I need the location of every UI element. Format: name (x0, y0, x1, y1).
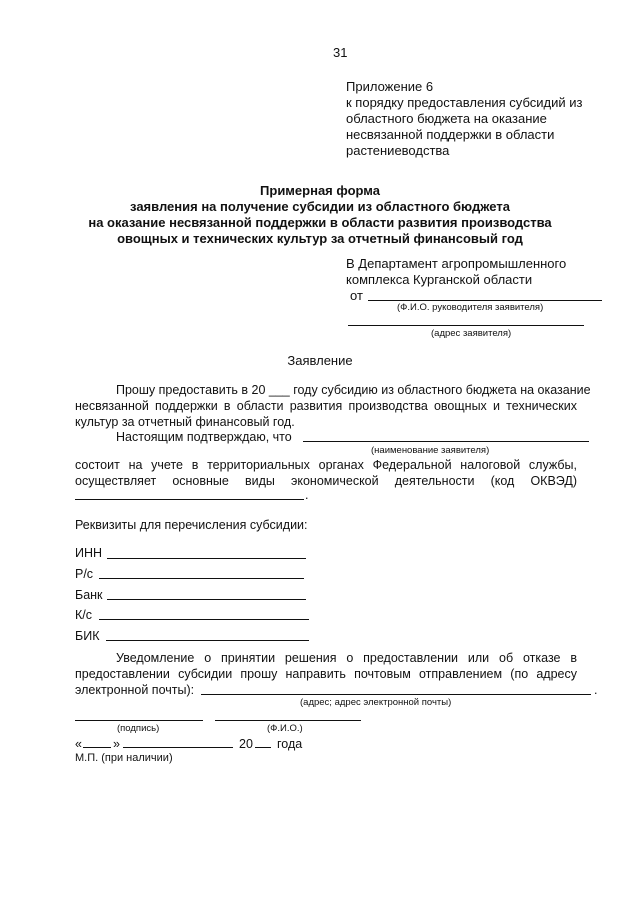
notification-line: электронной почты): (75, 683, 195, 697)
applicant-name-caption: (наименование заявителя) (371, 445, 490, 456)
body-line: состоит на учете в территориальных органах Федеральной налоговой службы, (75, 458, 577, 472)
signature-field[interactable] (75, 720, 203, 721)
addressee-line: В Департамент агропромышленного (346, 256, 567, 271)
date-year-field[interactable] (255, 747, 271, 748)
body-line: культур за отчетный финансовый год. (75, 415, 295, 429)
date-close-quote: » (113, 737, 120, 751)
date-open-quote: « (75, 737, 82, 751)
notification-line: предоставлении субсидии прошу направить почтовым отправлением (по адресу (75, 667, 577, 681)
body-line: Настоящим подтверждаю, что (116, 430, 292, 444)
inn-label: ИНН (75, 546, 103, 560)
bank-label: Банк (75, 588, 103, 602)
applicant-head-field[interactable] (368, 300, 602, 301)
body-line: Прошу предоставить в 20 ___ году субсидию из областного бюджета на оказание (116, 383, 591, 397)
title-line: Примерная форма (260, 183, 380, 198)
applicant-address-field[interactable] (348, 325, 584, 326)
appendix-line: к порядку предоставления субсидий из (346, 95, 583, 110)
email-address-field[interactable] (201, 694, 591, 695)
account-label: Р/с (75, 567, 94, 581)
bank-field[interactable] (107, 599, 306, 600)
full-name-field[interactable] (215, 720, 361, 721)
notification-line: Уведомление о принятии решения о предоставлении или об отказе в (116, 651, 577, 665)
notification-end-dot: . (594, 683, 598, 697)
appendix-line: растениеводства (346, 143, 450, 158)
date-year-suffix: года (277, 737, 303, 751)
email-address-caption: (адрес; адрес электронной почты) (300, 697, 452, 708)
addressee-line: комплекса Курганской области (346, 272, 533, 287)
requisites-title: Реквизиты для перечисления субсидии: (75, 518, 308, 532)
applicant-address-caption: (адрес заявителя) (431, 328, 512, 339)
from-label: от (350, 288, 363, 303)
title-line: на оказание несвязанной поддержки в области развития производства (88, 215, 552, 230)
corr-account-label: К/с (75, 608, 93, 622)
inn-field[interactable] (107, 558, 306, 559)
appendix-line: Приложение 6 (346, 79, 434, 94)
title-line: заявления на получение субсидии из областного бюджета (130, 199, 510, 214)
date-month-field[interactable] (123, 747, 233, 748)
date-year-prefix: 20 (239, 737, 253, 751)
bik-label: БИК (75, 629, 100, 643)
body-line: осуществляет основные виды экономической деятельности (код ОКВЭД) (75, 474, 577, 488)
okved-code-field[interactable] (75, 499, 304, 500)
date-day-field[interactable] (83, 747, 111, 748)
appendix-line: несвязанной поддержки в области (346, 127, 555, 142)
applicant-head-caption: (Ф.И.О. руководителя заявителя) (397, 302, 544, 313)
okved-end-dot: . (305, 488, 309, 502)
body-line: несвязанной поддержки в области развития производства овощных и технических (75, 399, 577, 413)
full-name-caption: (Ф.И.О.) (267, 723, 303, 734)
stamp-note: М.П. (при наличии) (75, 752, 173, 764)
corr-account-field[interactable] (99, 619, 309, 620)
title-line: овощных и технических культур за отчетный финансовый год (117, 231, 523, 246)
account-field[interactable] (99, 578, 304, 579)
signature-caption: (подпись) (117, 723, 160, 734)
statement-heading: Заявление (287, 353, 353, 368)
bik-field[interactable] (106, 640, 309, 641)
applicant-name-field[interactable] (303, 441, 589, 442)
appendix-line: областного бюджета на оказание (346, 111, 547, 126)
page-number: 31 (333, 45, 348, 60)
